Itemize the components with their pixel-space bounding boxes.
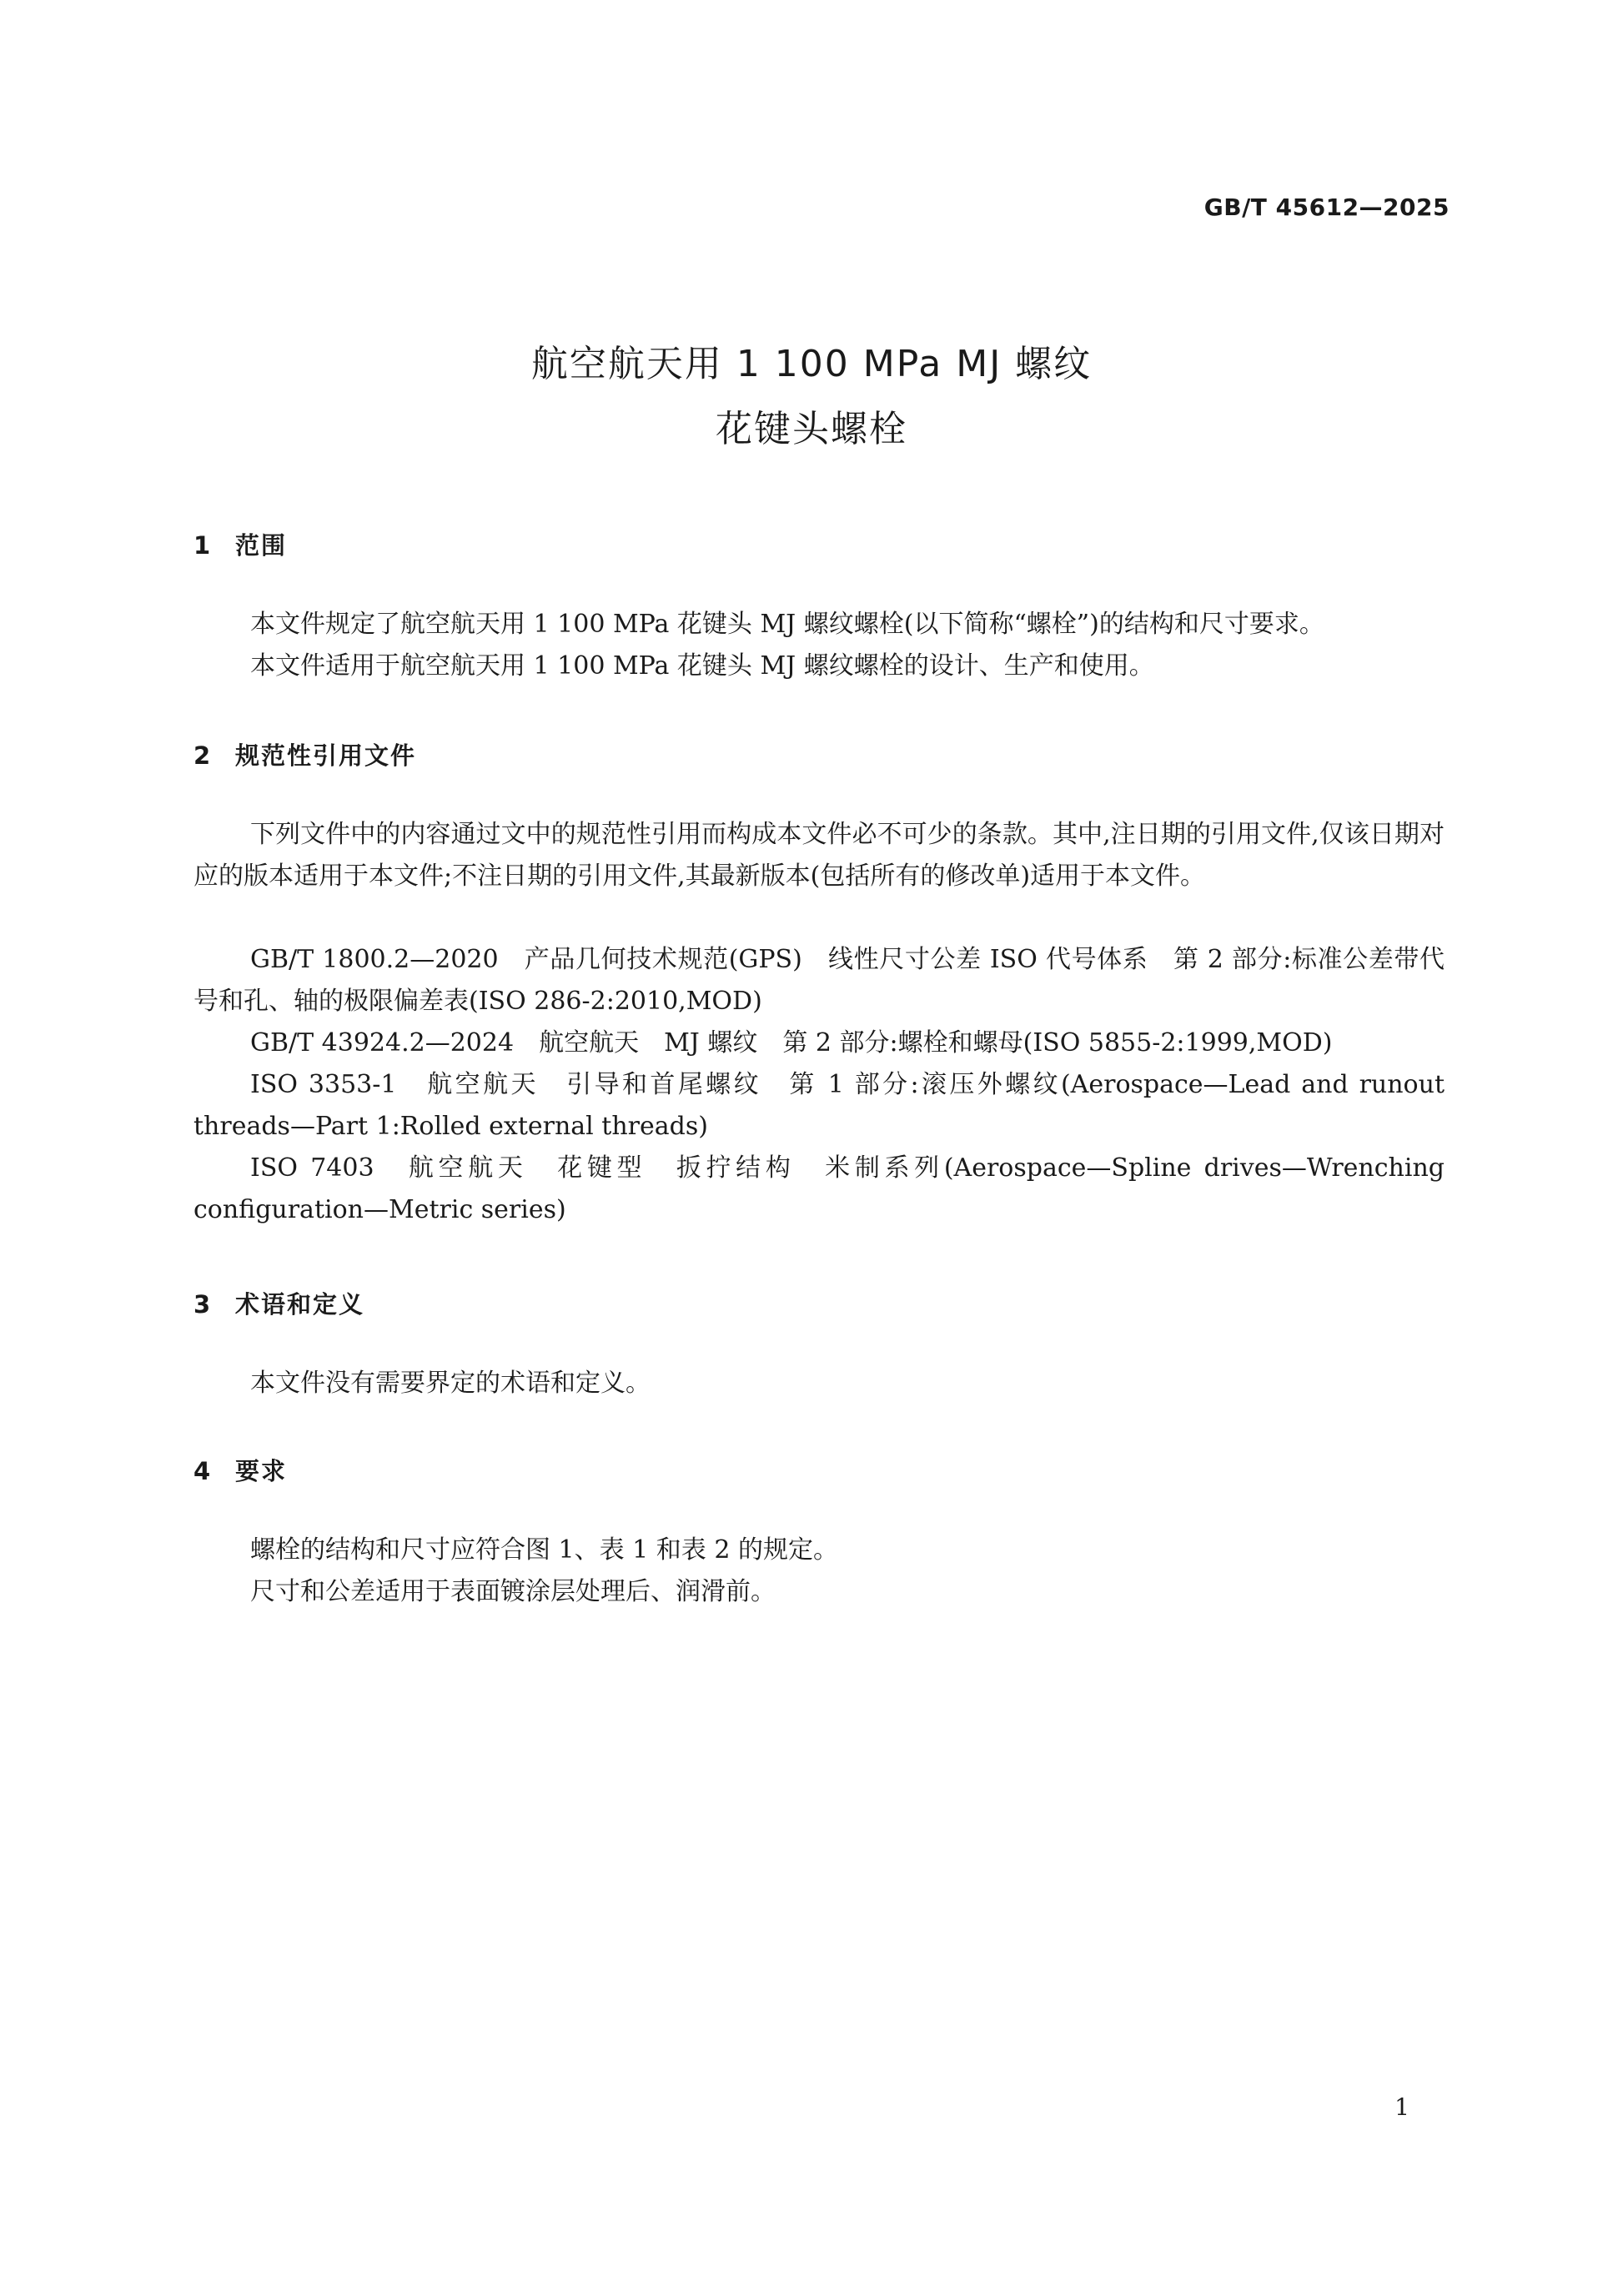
normative-references-intro: 下列文件中的内容通过文中的规范性引用而构成本文件必不可少的条款。其中,注日期的引用文件,仅该日期对应的版本适用于本文件;不注日期的引用文件,其最新版本(包括所有的修改单)适用于本文件。 bbox=[193, 820, 1445, 891]
scope-paragraph-2: 本文件适用于航空航天用 1 100 MPa 花键头 MJ 螺纹螺栓的设计、生产和使用。 bbox=[250, 651, 1154, 681]
section-number: 4 bbox=[193, 1457, 213, 1485]
reference-gb-t-1800-2: GB/T 1800.2—2020 产品几何技术规范(GPS) 线性尺寸公差 ISO 代号体系 第 2 部分:标准公差带代号和孔、轴的极限偏差表(ISO 286-2:2010,MOD) bbox=[193, 945, 1445, 1016]
section-title: 范围 bbox=[235, 531, 288, 560]
document-title bbox=[0, 332, 1623, 462]
section-1-heading bbox=[193, 527, 287, 561]
title-line-2: 花键头螺栓 bbox=[716, 408, 907, 450]
page-number: 1 bbox=[1394, 2093, 1409, 2121]
terms-paragraph: 本文件没有需要界定的术语和定义。 bbox=[250, 1369, 651, 1398]
section-number: 3 bbox=[193, 1290, 213, 1319]
requirements-paragraph-1: 螺栓的结构和尺寸应符合图 1、表 1 和表 2 的规定。 bbox=[250, 1535, 838, 1565]
section-title: 要求 bbox=[235, 1457, 288, 1485]
section-number: 1 bbox=[193, 531, 213, 560]
section-4-heading bbox=[193, 1453, 287, 1487]
reference-iso-7403: ISO 7403 航空航天 花键型 扳拧结构 米制系列(Aerospace—Spline drives—Wrenching configuration—Metric series) bbox=[193, 1153, 1445, 1224]
standard-code: GB/T 45612—2025 bbox=[1203, 193, 1450, 221]
section-3-heading bbox=[193, 1286, 364, 1320]
scope-paragraph-1: 本文件规定了航空航天用 1 100 MPa 花键头 MJ 螺纹螺栓(以下简称“螺栓”)的结构和尺寸要求。 bbox=[250, 610, 1324, 639]
reference-gb-t-43924-2: GB/T 43924.2—2024 航空航天 MJ 螺纹 第 2 部分:螺栓和螺母(ISO 5855-2:1999,MOD) bbox=[250, 1028, 1333, 1058]
section-title: 术语和定义 bbox=[235, 1290, 365, 1319]
reference-iso-3353-1: ISO 3353-1 航空航天 引导和首尾螺纹 第 1 部分:滚压外螺纹(Aerospace—Lead and runout threads—Part 1:Rolled external threads) bbox=[193, 1070, 1445, 1141]
section-title: 规范性引用文件 bbox=[235, 741, 417, 770]
section-number: 2 bbox=[193, 741, 213, 770]
title-line-1: 航空航天用 1 100 MPa MJ 螺纹 bbox=[530, 343, 1093, 385]
section-2-heading bbox=[193, 737, 416, 771]
requirements-paragraph-2: 尺寸和公差适用于表面镀涂层处理后、润滑前。 bbox=[250, 1577, 776, 1606]
